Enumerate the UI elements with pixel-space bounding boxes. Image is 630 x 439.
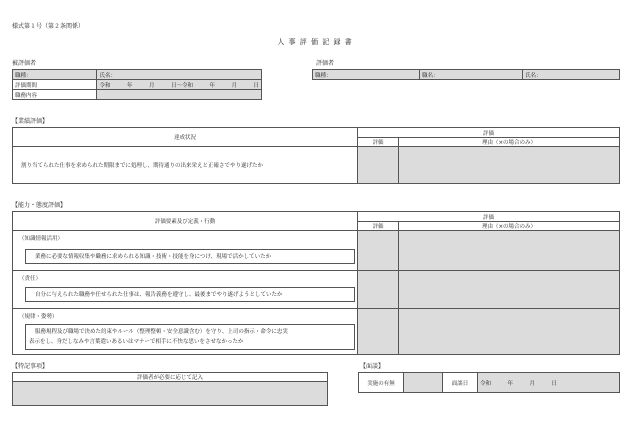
- ability-item-discipline: [13, 309, 358, 355]
- performance-table: [12, 127, 620, 184]
- page-title: 人 事 評 価 記 録 書: [277, 38, 353, 46]
- evaluator-rank-label: 職名：: [422, 72, 439, 79]
- evaluator-heading: 評価者: [316, 60, 335, 67]
- performance-item-text: 割り当てられた仕事を求められた期限までに処理し、期待通りの出来栄えと正確さでやり遂げたか: [13, 147, 358, 184]
- ability-item-discipline-category: （規律・姿勢）: [19, 314, 58, 320]
- ability-item-discipline-text2: 表示をし、身だしなみや言葉遣いあるいはマナーで相手に不快な思いをさせなかったか: [29, 339, 244, 345]
- ability-responsibility-score-field[interactable]: [358, 271, 399, 309]
- performance-reason-header: 理由（×の場合のみ）: [399, 138, 620, 147]
- interview-heading: 【面談】: [360, 363, 385, 370]
- evaluatee-table: [12, 69, 262, 100]
- evaluatee-heading: 被評価者: [12, 60, 37, 67]
- evaluator-name-field[interactable]: [523, 70, 620, 80]
- ability-elements-header: 評価要素及び定義・行動: [13, 212, 358, 231]
- ability-table: [12, 211, 620, 355]
- remarks-note: 評価者が必要に応じて記入: [13, 373, 328, 382]
- performance-score-header: 評価: [358, 138, 399, 147]
- evaluatee-post-label: 職種：: [15, 72, 32, 79]
- remarks-field[interactable]: [13, 382, 328, 406]
- ability-knowledge-score-field[interactable]: [358, 231, 399, 271]
- ability-item-responsibility-category: （責任）: [19, 276, 42, 282]
- performance-status-header: 達成状況: [13, 128, 358, 147]
- evaluator-post-field[interactable]: [313, 70, 420, 80]
- ability-knowledge-reason-field[interactable]: [399, 231, 620, 271]
- evaluator-rank-field[interactable]: [420, 70, 523, 80]
- evaluator-post-label: 職種：: [315, 72, 332, 79]
- interview-done-label: 実施の有無: [359, 373, 404, 393]
- interview-date-label: 面談日: [443, 373, 478, 393]
- ability-item-responsibility: [13, 271, 358, 309]
- form-number: 様式第１号（第２条関係）: [12, 23, 85, 30]
- evaluatee-period-label: 評価期間: [13, 80, 97, 90]
- evaluatee-period-text: 令和 年 月 日～令和 年 月 日: [99, 82, 259, 89]
- performance-eval-header: 評価: [358, 128, 620, 138]
- evaluatee-post-field[interactable]: [13, 70, 97, 80]
- ability-item-knowledge: [13, 231, 358, 271]
- ability-score-header: 評価: [358, 222, 399, 231]
- remarks-heading: 【特記事項】: [12, 363, 49, 370]
- ability-reason-header: 理由（×の場合のみ）: [399, 222, 620, 231]
- evaluatee-duty-field[interactable]: [97, 90, 262, 100]
- ability-item-knowledge-text: 業務に必要な情報収集や職務に求められる知識・技術・技能を身につけ、現場で活かしていたか: [35, 254, 272, 260]
- performance-reason-field[interactable]: [399, 147, 620, 184]
- remarks-table: [12, 372, 328, 406]
- performance-score-field[interactable]: [358, 147, 399, 184]
- ability-responsibility-reason-field[interactable]: [399, 271, 620, 309]
- ability-item-discipline-text: 服務規程及び職場で決めた約束やルール（整理整頓・安全意識含む）を守り、上司の指示・命令に忠実: [35, 329, 288, 335]
- interview-date-field[interactable]: [478, 373, 620, 393]
- ability-eval-header: 評価: [358, 212, 620, 222]
- interview-done-field[interactable]: [404, 373, 443, 393]
- interview-date-text: 令和 年 月 日: [480, 380, 558, 387]
- evaluator-table: [312, 69, 620, 80]
- evaluatee-period-field[interactable]: [97, 80, 262, 90]
- ability-item-knowledge-category: （知識情報活用）: [19, 236, 64, 242]
- ability-discipline-score-field[interactable]: [358, 309, 399, 355]
- evaluatee-duty-label: 職務内容: [13, 90, 97, 100]
- evaluator-name-label: 氏名：: [525, 72, 542, 79]
- evaluatee-name-label: 氏名：: [99, 72, 116, 79]
- ability-heading: 【能力・態度評価】: [12, 202, 67, 209]
- ability-item-responsibility-text: 自分に与えられた職務や任せられた仕事は、報告義務を遵守し、最後までやり遂げようとしていたか: [35, 292, 283, 298]
- interview-table: [358, 372, 620, 393]
- ability-discipline-reason-field[interactable]: [399, 309, 620, 355]
- performance-heading: 【業績評価】: [12, 118, 49, 125]
- evaluatee-name-field[interactable]: [97, 70, 262, 80]
